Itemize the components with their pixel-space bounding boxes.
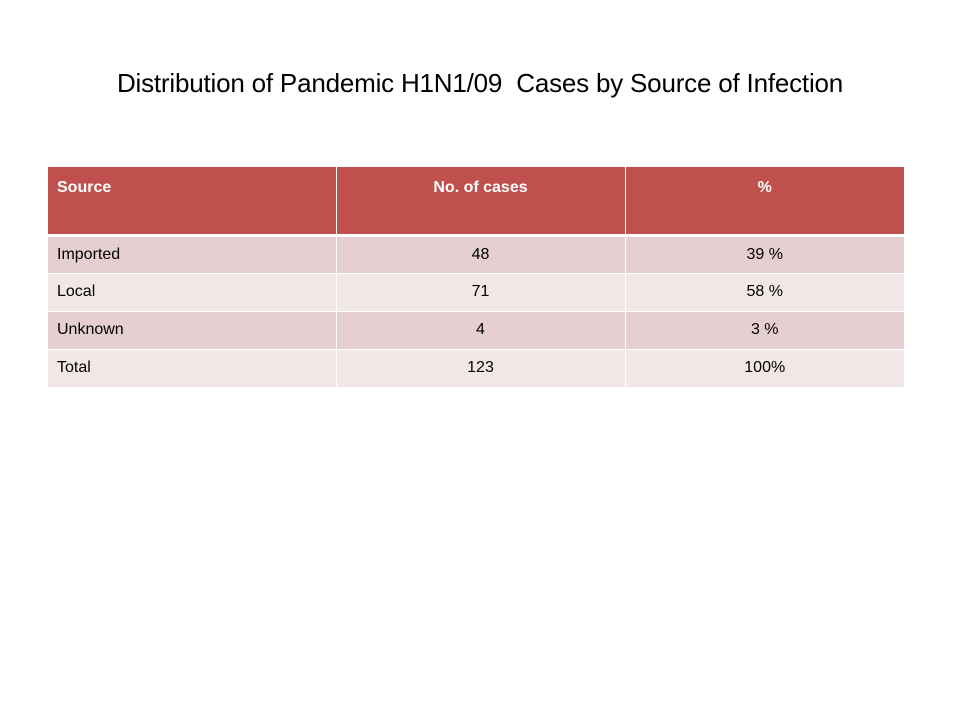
header-percent: % [625,167,904,235]
cases-table [48,167,904,387]
slide-title: Distribution of Pandemic H1N1/09 Cases by Source of Infection [116,68,844,98]
cell-source: Local [48,273,336,311]
cell-percent: 39 % [625,235,904,273]
cell-cases: 4 [336,311,625,349]
cell-source: Imported [48,235,336,273]
cell-percent: 3 % [625,311,904,349]
cell-percent: 100% [625,349,904,387]
cell-percent: 58 % [625,273,904,311]
header-no-of-cases: No. of cases [336,167,625,235]
table-row [48,311,904,349]
table-row [48,235,904,273]
cell-source: Total [48,349,336,387]
cell-cases: 123 [336,349,625,387]
cell-cases: 48 [336,235,625,273]
cell-cases: 71 [336,273,625,311]
table-row-total [48,349,904,387]
cell-source: Unknown [48,311,336,349]
table-row [48,273,904,311]
table-header-row [48,167,904,235]
header-source: Source [48,167,336,235]
